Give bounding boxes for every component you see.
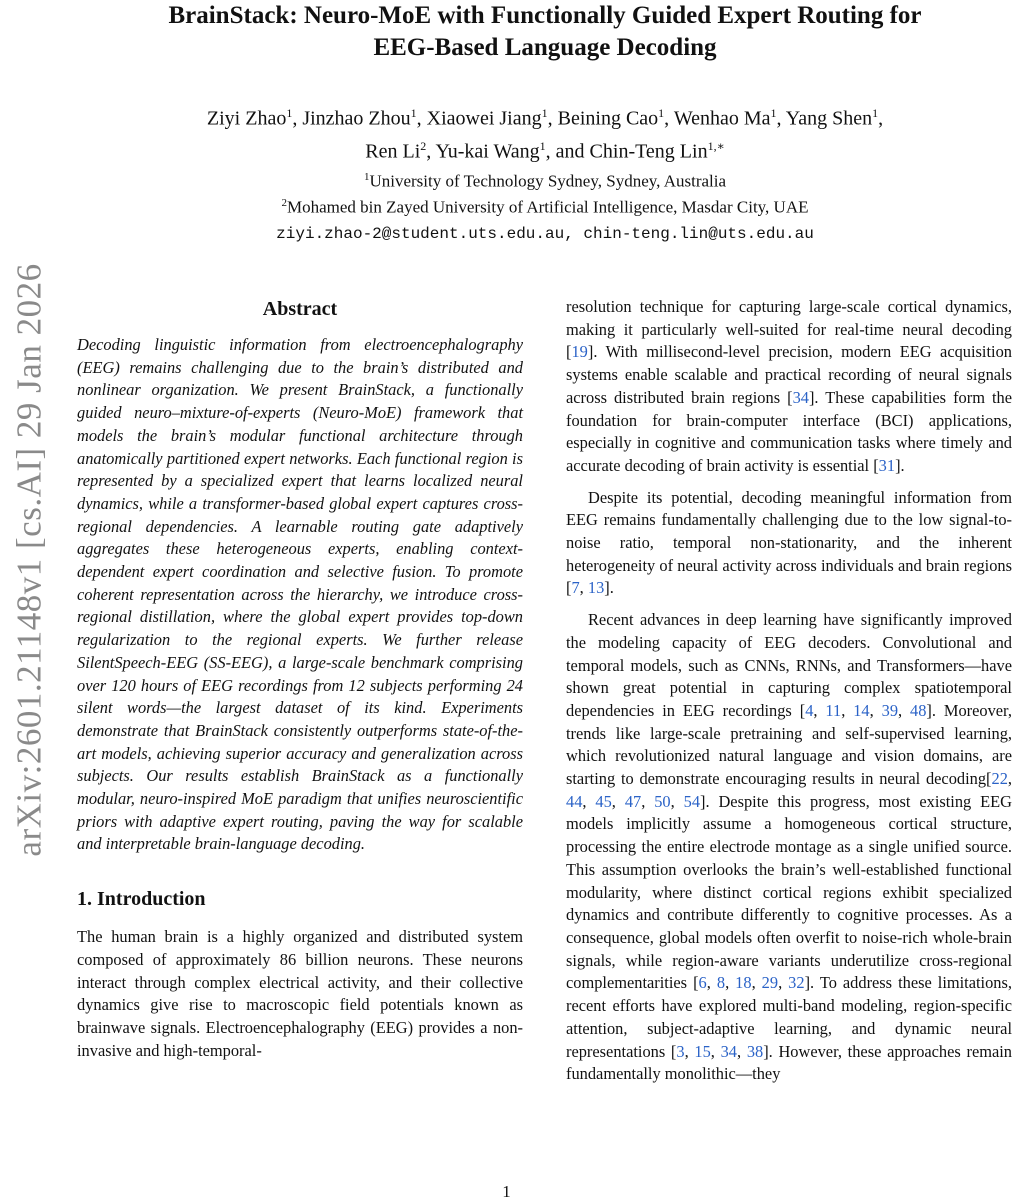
citation-link[interactable]: 15 xyxy=(694,1041,711,1061)
citation-link[interactable]: 31 xyxy=(878,455,896,475)
author-line-1: Ziyi Zhao$^1$, Jinzhao Zhou$^1$, Xiaowei Jiang$^1$, Beining Cao$^1$, Wenhao Ma$^1$, Yang Shen$^1$, xyxy=(206,106,884,130)
citation-link[interactable]: 18 xyxy=(735,973,752,993)
author-emails: ziyi.zhao-2@student.uts.edu.au, chin-teng.lin@uts.edu.au xyxy=(276,225,814,243)
author-affiliation-marker: 1 xyxy=(410,106,417,120)
author-name: Beining Cao xyxy=(557,107,659,130)
affiliation-2 xyxy=(80,197,1010,218)
citation-link[interactable]: 8 xyxy=(716,973,726,993)
citation-link[interactable]: 32 xyxy=(788,973,805,993)
citation-link[interactable]: 47 xyxy=(624,791,642,811)
author-affiliation-marker: 1 xyxy=(541,106,548,120)
affiliation-1-marker: 1 xyxy=(363,171,370,183)
left-column xyxy=(77,296,523,1062)
citation-link[interactable]: 22 xyxy=(991,769,1008,789)
affiliation-1 xyxy=(80,171,1010,192)
title-line-1: BrainStack: Neuro-MoE with Functionally Guided Expert Routing for xyxy=(168,2,922,29)
title-line-2: EEG-Based Language Decoding xyxy=(373,34,717,61)
citation-link[interactable]: 48 xyxy=(910,700,927,720)
author-affiliation-marker: 1 xyxy=(872,106,879,120)
abstract-heading: Abstract xyxy=(262,298,338,320)
affiliation-2-marker: 2 xyxy=(281,197,287,209)
author-affiliation-marker: 1 xyxy=(658,106,665,120)
citation-link[interactable]: 11 xyxy=(825,700,842,720)
paper-title xyxy=(80,0,1010,64)
citation-link[interactable]: 29 xyxy=(761,973,779,993)
author-affiliation-marker: 1 xyxy=(770,106,777,120)
author-name: Xiaowei Jiang xyxy=(426,107,542,130)
citation-link[interactable]: 3 xyxy=(676,1041,685,1061)
author-name: Ziyi Zhao xyxy=(206,107,287,130)
author-affiliation-marker: 2 xyxy=(420,138,427,153)
body-paragraph-2: Despite its potential, decoding meaningful information from EEG remains fundamentally challenging due to the low signal-to-noise ratio, temporal non-stationarity, and the inherent heterogeneity of neural activity across individuals and brain regions [7, 13]. xyxy=(566,487,1012,598)
author-name: Chin-Teng Lin xyxy=(589,140,708,163)
author-name: Jinzhao Zhou xyxy=(302,107,411,130)
page-number: 1 xyxy=(502,1182,511,1201)
citation-link[interactable]: 45 xyxy=(595,791,612,811)
arxiv-identifier: arXiv:2601.21148v1 [cs.AI] 29 Jan 2026 xyxy=(10,263,50,857)
author-affiliation-marker: 1,∗ xyxy=(707,138,725,153)
citation-link[interactable]: 19 xyxy=(571,342,588,362)
abstract-text: Decoding linguistic information from electroencephalography (EEG) remains challenging due to the brain’s distributed and nonlinear organization. We present BrainStack, a functionally guided neuro–mixture-of-experts (Neuro-MoE) framework that models the brain’s modular functional architecture through anatomically partitioned expert networks. Each functional region is represented by a specialized expert that learns localized neural dynamics, while a transformer-based global expert captures cross-regional dependencies. A learnable routing gate adaptively aggregates these heterogeneous experts, enabling context-dependent expert coordination and selective fusion. To promote coherent representation across the hierarchy, we introduce cross-regional distillation, where the global expert provides top-down regularization to the regional experts. We further release SilentSpeech-EEG (SS-EEG), a large-scale benchmark comprising over 120 hours of EEG recordings from 12 subjects performing 24 silent words—the largest dataset of its kind. Experiments demonstrate that BrainStack consistently outperforms state-of-the-art models, achieving superior accuracy and generalization across subjects. Our results establish BrainStack as a functionally modular, neuro-inspired MoE paradigm that unifies neuroscientific priors with adaptive expert routing, paving the way for scalable and interpretable brain-language decoding. xyxy=(77,335,523,854)
right-column xyxy=(566,296,1012,1086)
body-paragraph-1: resolution technique for capturing large-scale cortical dynamics, making it particularly well-suited for real-time neural decoding [19]. With millisecond-level precision, modern EEG acquisition systems enable scalable and practical recording of neural signals across distributed brain regions [34]. These capabilities form the foundation for brain-computer interface (BCI) applications, especially in cognitive and communication tasks where timely and accurate decoding of brain activity is essential [31]. xyxy=(566,297,1012,475)
citation-link[interactable]: 54 xyxy=(683,791,701,811)
author-name: Yu-kai Wang xyxy=(435,140,540,163)
citation-link[interactable]: 13 xyxy=(587,578,605,598)
citation-link[interactable]: 50 xyxy=(654,791,671,811)
citation-link[interactable]: 39 xyxy=(881,700,899,720)
author-list xyxy=(80,100,1010,165)
affiliation-2-text: Mohamed bin Zayed University of Artificial Intelligence, Masdar City, UAE xyxy=(286,197,809,217)
author-name: Wenhao Ma xyxy=(673,107,771,130)
author-affiliation-marker: 1 xyxy=(539,138,546,153)
citation-link[interactable]: 34 xyxy=(720,1041,737,1061)
author-line-2: Ren Li$^2$, Yu-kai Wang$^1$, and Chin-Teng Lin$^{1,∗}$ xyxy=(365,138,725,163)
body-paragraph-3: Recent advances in deep learning have significantly improved the modeling capacity of EEG decoders. Convolutional and temporal models, such as CNNs, RNNs, and Transformers—have shown great potential in capturing complex spatiotemporal dependencies in EEG recordings [4, 11, 14, 39, 48]. Moreover, trends like large-scale pretraining and self-supervised learning, which revolutionized natural language and vision domains, are starting to demonstrate encouraging results in neural decoding[22, 44, 45, 47, 50, 54]. Despite this progress, most existing EEG models implicitly assume a homogeneous cortical structure, processing the entire electrode montage as a single unified source. This assumption overlooks the brain’s well-established functional modularity, where distinct cortical regions exhibit specialized dynamics and contribute differently to cognitive processes. As a consequence, global models often overfit to noise-rich whole-brain signals, while region-aware variants underutilize cross-regional complementarities [6, 8, 18, 29, 32]. To address these limitations, recent efforts have explored multi-band modeling, region-specific attention, subject-adaptive learning, and dynamic neural representations [3, 15, 34, 38]. However, these approaches remain fundamentally monolithic—they xyxy=(566,610,1013,1084)
citation-link[interactable]: 14 xyxy=(853,700,870,720)
citation-link[interactable]: 44 xyxy=(566,791,583,811)
author-name: Ren Li xyxy=(365,140,421,163)
arxiv-identifier-stamp xyxy=(0,220,60,900)
citation-link[interactable]: 6 xyxy=(698,973,707,993)
citation-link[interactable]: 38 xyxy=(746,1041,764,1061)
author-name: Yang Shen xyxy=(785,107,873,130)
citation-link[interactable]: 4 xyxy=(805,700,814,720)
intro-paragraph-1: The human brain is a highly organized and distributed system composed of approximately 86 billion neurons. These neurons interact through complex electrical activity, and their collective dynamics give rise to macroscopic field potentials known as brainwave signals. Electroencephalography (EEG) provides a non-invasive and high-temporal- xyxy=(77,927,523,1060)
citation-link[interactable]: 34 xyxy=(792,387,809,407)
citation-link[interactable]: 7 xyxy=(571,578,580,598)
author-affiliation-marker: 1 xyxy=(286,106,293,120)
affiliation-1-text: University of Technology Sydney, Sydney, Australia xyxy=(369,171,727,191)
introduction-heading: 1. Introduction xyxy=(77,888,206,911)
